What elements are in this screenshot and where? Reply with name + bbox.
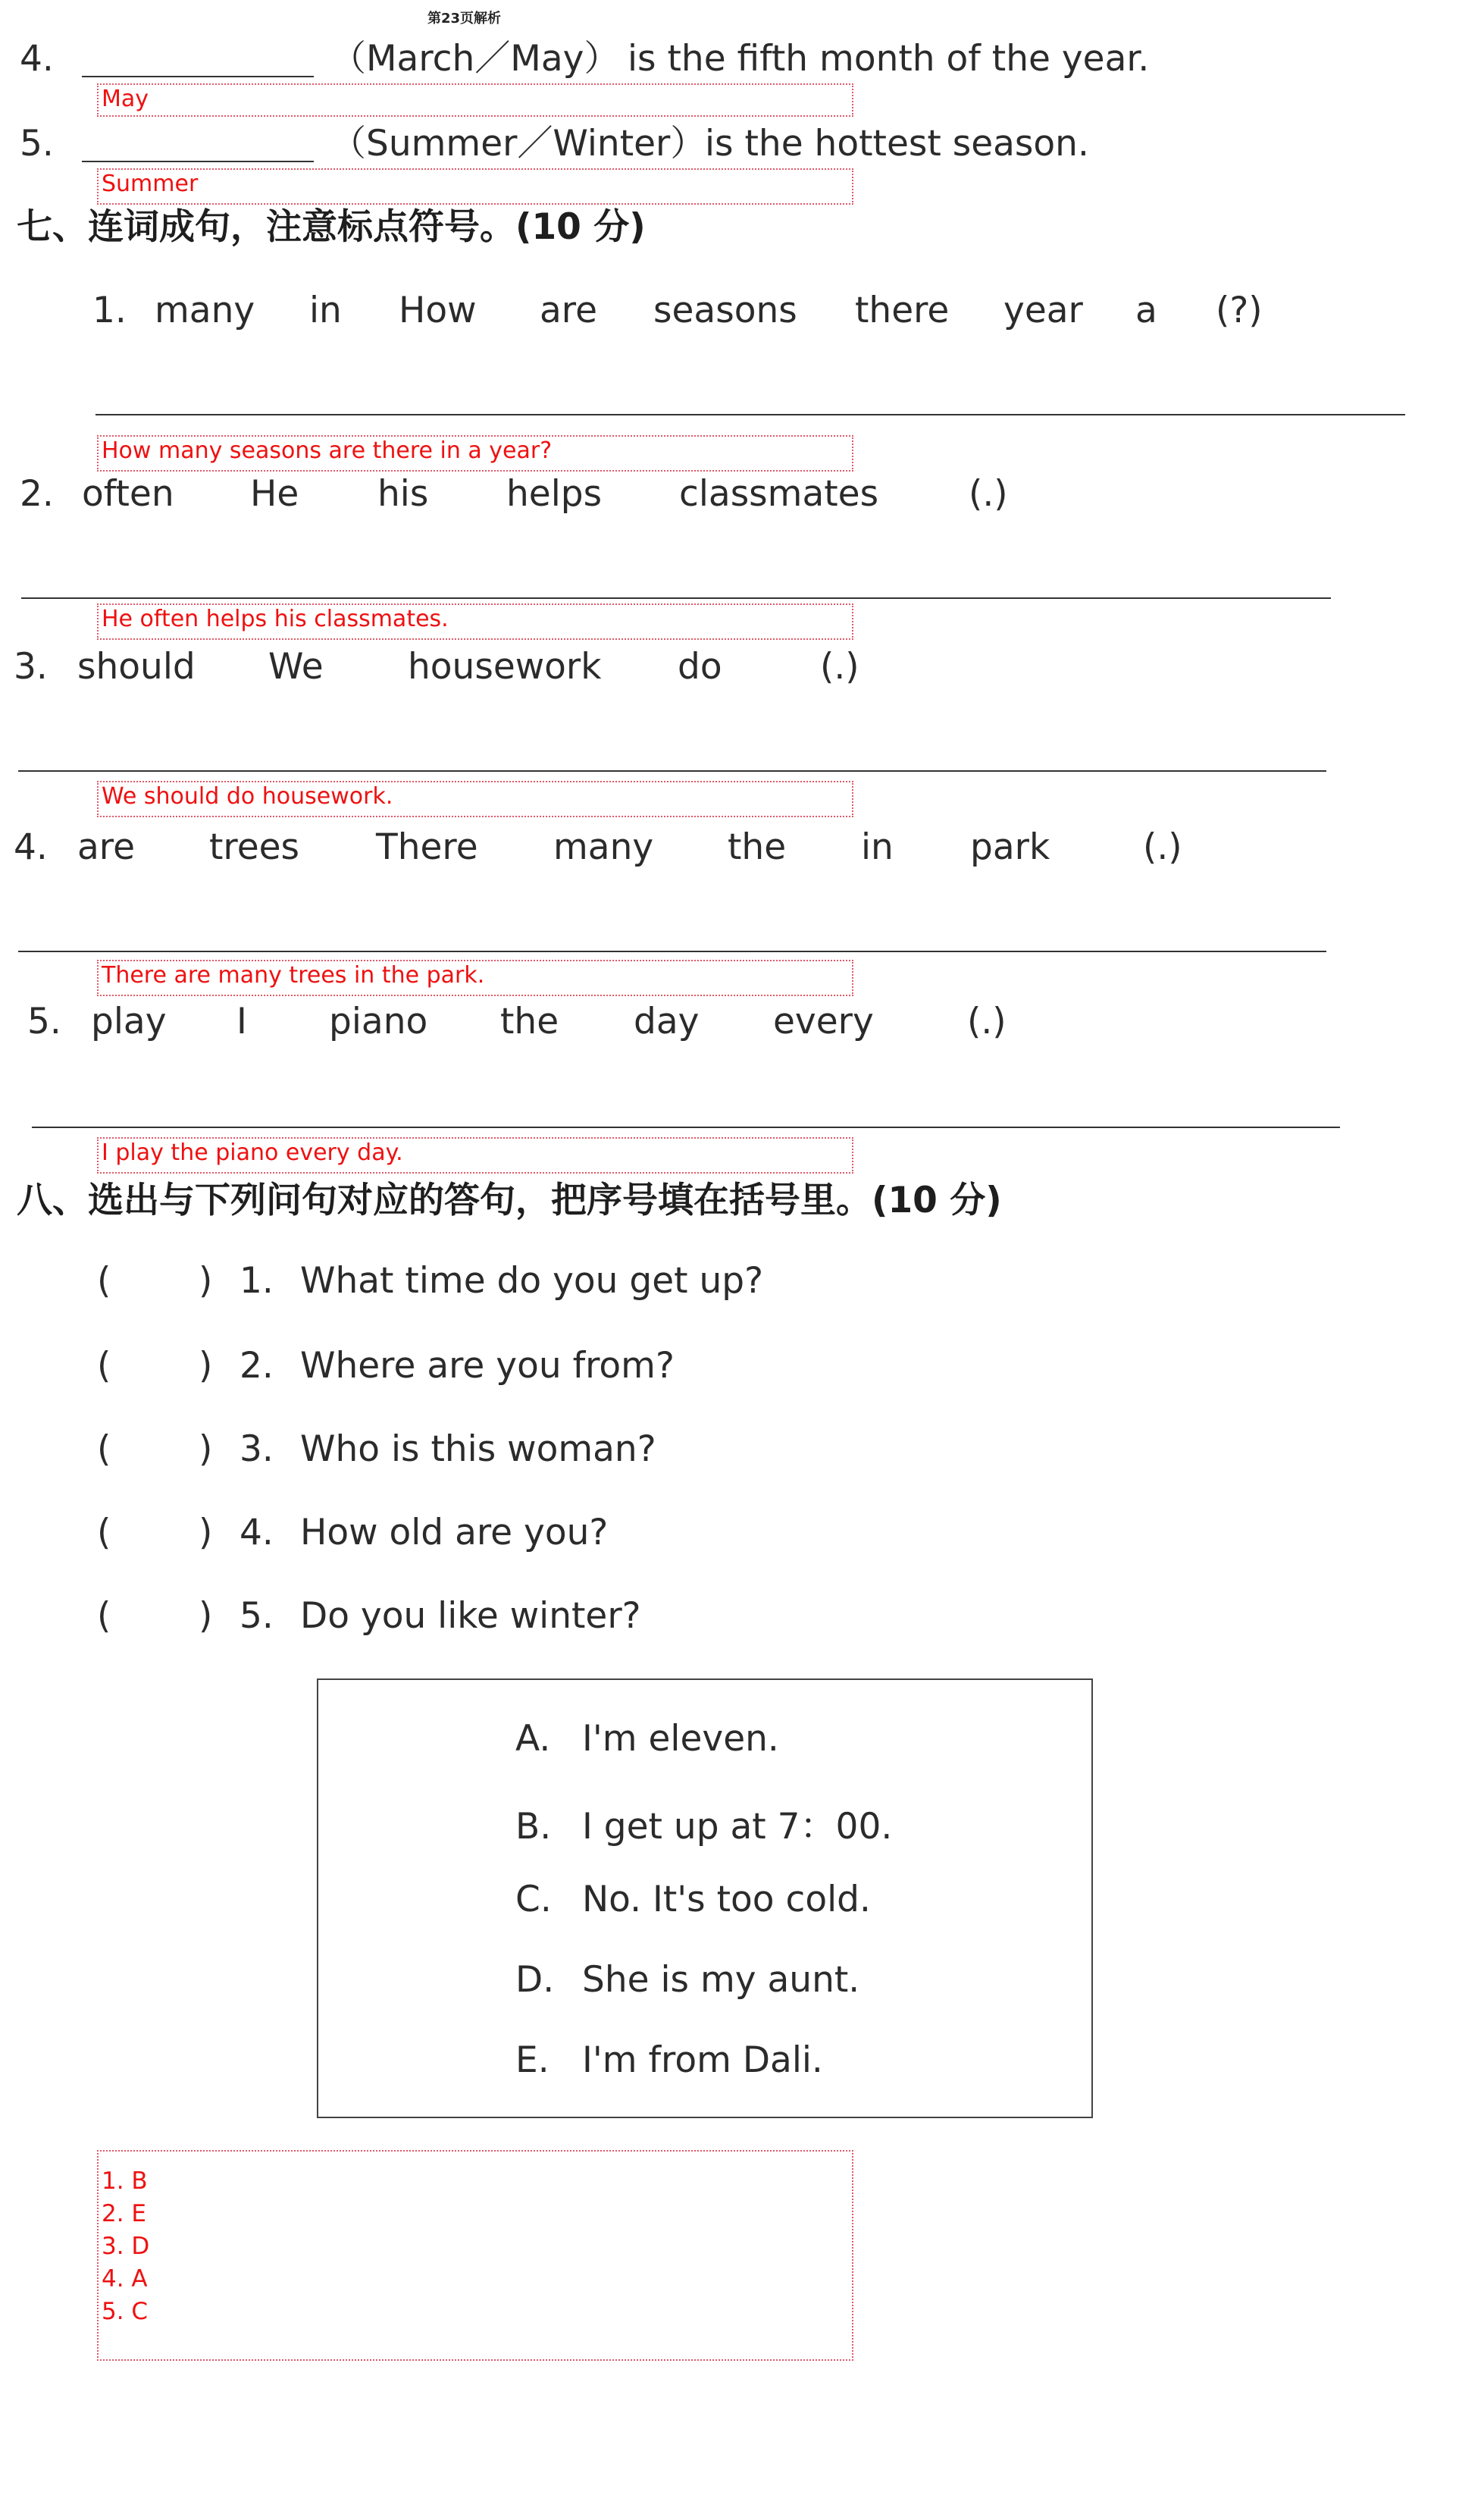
fill-4-blank[interactable] bbox=[82, 76, 314, 77]
choice-letter: B. bbox=[515, 1806, 552, 1848]
choice-a bbox=[515, 1718, 779, 1760]
s7-q1-answer: How many seasons are there in a year? bbox=[97, 435, 853, 472]
s7-q2-word: classmates bbox=[679, 473, 879, 515]
s7-q3-answer-line[interactable] bbox=[18, 770, 1326, 772]
s7-q5-punct: (.) bbox=[967, 1001, 1007, 1042]
s8-q5-number: 5. bbox=[240, 1595, 274, 1637]
s8-q3-close-paren: ) bbox=[199, 1428, 213, 1470]
s8-q4-text: How old are you? bbox=[300, 1512, 609, 1553]
s7-q1-word: seasons bbox=[653, 290, 797, 331]
s7-q5-answer-line[interactable] bbox=[32, 1127, 1340, 1128]
choice-text: I'm from Dali. bbox=[582, 2039, 823, 2081]
fill-5-options: （Summer／Winter） bbox=[330, 123, 706, 165]
s7-q3-word: We bbox=[268, 646, 324, 688]
s7-q4-word: trees bbox=[209, 826, 300, 868]
s7-q3-word: do bbox=[678, 646, 722, 688]
fill-4-options: （March／May） bbox=[330, 38, 620, 80]
choice-letter: D. bbox=[515, 1959, 555, 2001]
s7-q1-answer-line[interactable] bbox=[95, 414, 1405, 415]
section-8-title: 八、选出与下列问句对应的答句，把序号填在括号里。(10 分) bbox=[17, 1180, 1002, 1221]
s7-q1-word: are bbox=[540, 290, 598, 331]
s8-q1-close-paren: ) bbox=[199, 1260, 213, 1302]
s7-q3-word: housework bbox=[408, 646, 602, 688]
choice-text: I get up at 7：00. bbox=[582, 1806, 893, 1848]
s8-q5-text: Do you like winter? bbox=[300, 1595, 641, 1637]
answer-line: 4. A bbox=[102, 2265, 148, 2293]
choice-text: I'm eleven. bbox=[582, 1718, 779, 1760]
s7-q1-word: there bbox=[855, 290, 950, 331]
s7-q5-word: I bbox=[236, 1001, 247, 1042]
s8-q4-number: 4. bbox=[240, 1512, 274, 1553]
fill-5-answer: Summer bbox=[97, 168, 853, 205]
s7-q1-word: many bbox=[155, 290, 255, 331]
s8-q4-open-paren: ( bbox=[97, 1512, 111, 1553]
s7-q4-word: the bbox=[728, 826, 787, 868]
s7-q5-number: 5. bbox=[27, 1001, 61, 1042]
fill-4-number: 4. bbox=[20, 38, 54, 80]
choice-d bbox=[515, 1959, 859, 2001]
s8-q1-number: 1. bbox=[240, 1260, 274, 1302]
answer-line: 5. C bbox=[102, 2298, 149, 2325]
fill-5-blank[interactable] bbox=[82, 161, 314, 162]
s8-q1-text: What time do you get up? bbox=[300, 1260, 764, 1302]
s7-q2-number: 2. bbox=[20, 473, 54, 515]
fill-5-number: 5. bbox=[20, 123, 54, 165]
choice-letter: E. bbox=[515, 2039, 549, 2081]
s7-q2-answer: He often helps his classmates. bbox=[97, 603, 853, 640]
s7-q5-word: every bbox=[773, 1001, 874, 1042]
s7-q4-punct: (.) bbox=[1143, 826, 1182, 868]
s7-q1-number: 1. bbox=[92, 290, 127, 331]
s8-q3-text: Who is this woman? bbox=[300, 1428, 656, 1470]
choice-e bbox=[515, 2039, 823, 2081]
choice-text: She is my aunt. bbox=[582, 1959, 860, 2001]
answer-line: 2. E bbox=[102, 2200, 147, 2227]
s7-q5-answer: I play the piano every day. bbox=[97, 1137, 853, 1174]
s7-q5-word: piano bbox=[329, 1001, 428, 1042]
s7-q2-answer-line[interactable] bbox=[21, 597, 1331, 599]
answer-line: 1. B bbox=[102, 2167, 148, 2195]
s8-q5-open-paren: ( bbox=[97, 1595, 111, 1637]
s8-q2-open-paren: ( bbox=[97, 1345, 111, 1387]
s7-q4-number: 4. bbox=[14, 826, 48, 868]
s8-q3-open-paren: ( bbox=[97, 1428, 111, 1470]
s7-q1-word: in bbox=[309, 290, 342, 331]
choices-box bbox=[317, 1678, 1093, 2118]
s7-q1-word: a bbox=[1135, 290, 1157, 331]
s7-q3-word: should bbox=[77, 646, 196, 688]
s7-q4-answer: There are many trees in the park. bbox=[97, 960, 853, 996]
s7-q2-word: He bbox=[250, 473, 299, 515]
s8-q4-close-paren: ) bbox=[199, 1512, 213, 1553]
s7-q2-word: his bbox=[377, 473, 429, 515]
s7-q5-word: day bbox=[634, 1001, 700, 1042]
choice-letter: A. bbox=[515, 1718, 551, 1760]
s7-q5-word: play bbox=[91, 1001, 167, 1042]
answer-line: 3. D bbox=[102, 2233, 150, 2260]
s7-q3-answer: We should do housework. bbox=[97, 781, 853, 817]
section-8-answers bbox=[97, 2150, 853, 2361]
fill-4-text: is the fifth month of the year. bbox=[628, 38, 1150, 80]
s7-q2-word: helps bbox=[506, 473, 603, 515]
choice-b bbox=[515, 1798, 892, 1849]
choice-c bbox=[515, 1879, 871, 1920]
s7-q4-word: park bbox=[970, 826, 1050, 868]
s7-q3-number: 3. bbox=[14, 646, 48, 688]
s7-q4-word: are bbox=[77, 826, 136, 868]
choice-letter: C. bbox=[515, 1879, 552, 1920]
s7-q1-punct: (?) bbox=[1216, 290, 1263, 331]
choice-text: No. It's too cold. bbox=[582, 1879, 871, 1920]
page-header: 第23页解析 bbox=[427, 11, 502, 27]
s7-q4-word: in bbox=[861, 826, 894, 868]
s8-q1-open-paren: ( bbox=[97, 1260, 111, 1302]
s7-q4-answer-line[interactable] bbox=[18, 951, 1326, 952]
fill-5-text: is the hottest season. bbox=[705, 123, 1089, 165]
s7-q4-word: There bbox=[376, 826, 478, 868]
s7-q3-punct: (.) bbox=[820, 646, 859, 688]
s8-q5-close-paren: ) bbox=[199, 1595, 213, 1637]
fill-4-answer: May bbox=[97, 83, 853, 117]
s7-q2-word: often bbox=[82, 473, 174, 515]
s7-q2-punct: (.) bbox=[969, 473, 1008, 515]
section-7-title: 七、连词成句，注意标点符号。(10 分) bbox=[17, 206, 646, 248]
s7-q5-word: the bbox=[500, 1001, 559, 1042]
s8-q3-number: 3. bbox=[240, 1428, 274, 1470]
s8-q2-close-paren: ) bbox=[199, 1345, 213, 1387]
s7-q1-word: year bbox=[1003, 290, 1083, 331]
s7-q4-word: many bbox=[553, 826, 654, 868]
s8-q2-text: Where are you from? bbox=[300, 1345, 675, 1387]
s7-q1-word: How bbox=[399, 290, 477, 331]
s8-q2-number: 2. bbox=[240, 1345, 274, 1387]
